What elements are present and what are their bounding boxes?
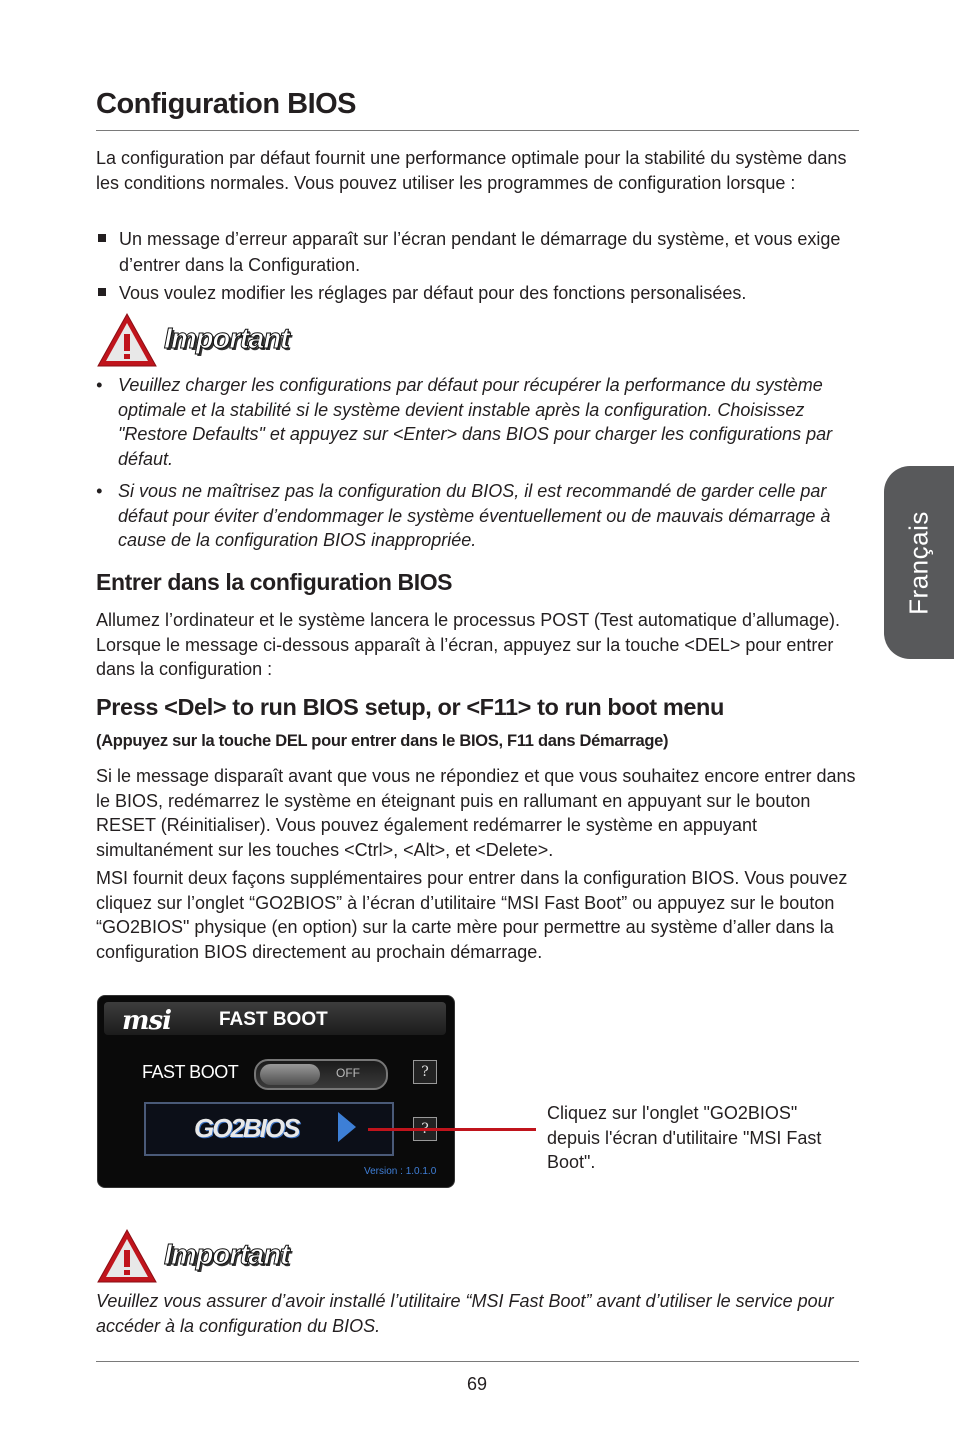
press-del-heading: Press <Del> to run BIOS setup, or <F11> to run boot menu <box>96 694 724 720</box>
toggle-knob <box>260 1064 320 1085</box>
list-item: • Si vous ne maîtrisez pas la configuration du BIOS, il est recommandé de garder celle par défaut pour éviter d’endommager le système éventuellement ou de mauvais démarrage à cause de la configuration BIOS inappropriée. <box>96 481 831 550</box>
important-heading: Important <box>164 323 289 355</box>
restart-paragraph: Si le message disparaît avant que vous ne répondiez et que vous souhaitez encore entrer dans le BIOS, redémarrez le système en éteignant puis en rallumant en appuyant sur le bouton RESET (Réinitialiser). Vous pouvez également redémarrer le système en appuyant simultanément sur les touches <Ctrl>, <Alt>, et <Delete>. <box>96 766 856 860</box>
warning-icon <box>96 312 158 368</box>
fast-boot-toggle[interactable] <box>254 1059 388 1090</box>
msi-paragraph: MSI fournit deux façons supplémentaires pour entrer dans la configuration BIOS. Vous pouvez cliquez sur l’onglet “GO2BIOS” à l’écran d’utilitaire “MSI Fast Boot” ou appuyez sur le bouton “GO2BIOS" physique (en option) sur la carte mère pour permettre au système d’aller dans la configuration BIOS directement au prochain démarrage. <box>96 868 848 962</box>
warning-icon <box>96 1228 158 1284</box>
intro-paragraph: La configuration par défaut fournit une performance optimale pour la stabilité du système dans les conditions normales. Vous pouvez utiliser les programmes de configuration lorsque : <box>96 148 847 193</box>
press-del-translation: (Appuyez sur la touche DEL pour entrer dans le BIOS, F11 dans Démarrage) <box>96 732 669 750</box>
bullet-square-icon <box>98 288 106 296</box>
bullet-square-icon <box>98 234 106 242</box>
page-number: 69 <box>466 1374 488 1394</box>
important-heading: Important <box>164 1239 289 1271</box>
page-title: Configuration BIOS <box>96 88 357 120</box>
fast-boot-label: FAST BOOT <box>142 1062 239 1082</box>
callout-text: Cliquez sur l'onglet "GO2BIOS" depuis l'écran d'utilitaire "MSI Fast Boot". <box>547 1103 822 1172</box>
arrow-right-icon <box>338 1112 356 1142</box>
help-button[interactable]: ? <box>413 1060 437 1084</box>
section-heading: Entrer dans la configuration BIOS <box>96 569 453 595</box>
language-tab <box>884 466 954 659</box>
fast-boot-header-title: FAST BOOT <box>219 1009 328 1030</box>
list-item: Vous voulez modifier les réglages par défaut pour des fonctions personalisées. <box>96 280 858 306</box>
version-label: Version : 1.0.1.0 <box>364 1166 437 1177</box>
list-item: Un message d’erreur apparaît sur l’écran pendant le démarrage du système, et vous exige d’entrer dans la Configuration. <box>96 226 858 278</box>
footer-divider <box>96 1361 859 1362</box>
section-paragraph: Allumez l’ordinateur et le système lancera le processus POST (Test automatique d’allumage). Lorsque le message ci-dessous apparaît à l’écran, appuyez sur la touche <DEL> pour entrer dans la configuration : <box>96 610 841 679</box>
go2bios-button[interactable] <box>144 1102 394 1156</box>
toggle-state: OFF <box>336 1066 360 1080</box>
go2bios-label: GO2BIOS <box>194 1113 299 1143</box>
msi-logo: msi <box>122 1006 172 1036</box>
important-note: Veuillez vous assurer d’avoir installé l’utilitaire “MSI Fast Boot” avant d’utiliser le service pour accéder à la configuration du BIOS. <box>96 1291 834 1336</box>
title-divider <box>96 130 859 131</box>
list-item: • Veuillez charger les configurations par défaut pour récupérer la performance du système optimale et la stabilité si le système devient instable après la configuration. Choisissez "Restore Defaults" et appuyez sur <Enter> dans BIOS pour charger les configurations par défaut. <box>96 375 833 469</box>
fast-boot-window <box>97 995 455 1188</box>
fast-boot-header <box>104 1002 446 1035</box>
language-tab-label: Français <box>903 510 934 615</box>
callout-line <box>368 1128 536 1131</box>
